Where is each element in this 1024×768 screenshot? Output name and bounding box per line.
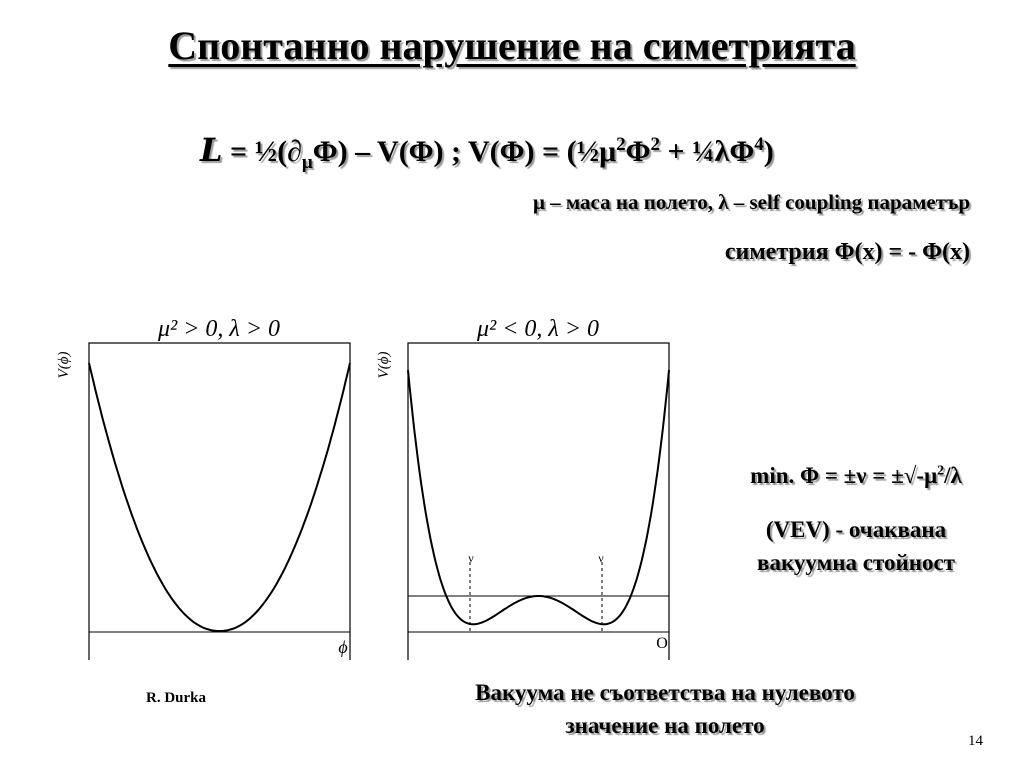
plot-double-well bbox=[370, 300, 700, 660]
eq-sub-mu: μ bbox=[301, 152, 313, 173]
symmetry-line: симетрия Φ(x) = - Φ(x) bbox=[724, 239, 970, 265]
vacuum-minimum-formula bbox=[700, 463, 1012, 489]
plot-frame bbox=[408, 343, 669, 660]
y-axis-label: V(ϕ) bbox=[376, 351, 392, 379]
min-phi-tail: /λ bbox=[944, 463, 962, 488]
lagrangian-symbol: L bbox=[200, 131, 223, 169]
vev-line-2: вакуумна стойност bbox=[757, 550, 955, 575]
vev-label-right: ν bbox=[598, 551, 604, 565]
conclusion-line-2: значение на полето bbox=[565, 713, 765, 738]
eq-sup-4: 4 bbox=[754, 134, 764, 155]
y-axis-label: V(ϕ) bbox=[56, 351, 72, 379]
min-phi-sup: 2 bbox=[937, 463, 945, 479]
eq-part-1: = ½(∂ bbox=[222, 135, 302, 168]
eq-sup-2a: 2 bbox=[616, 134, 626, 155]
eq-part-5: ) bbox=[763, 135, 774, 168]
conclusion-line-1: Вакуума не съответства на нулевото bbox=[475, 680, 855, 705]
min-phi-text: min. Φ = ±ν = ±√-μ bbox=[750, 463, 938, 488]
parameters-description: μ – маса на полето, λ – self coupling параметър bbox=[532, 190, 970, 214]
eq-part-3: Φ bbox=[625, 135, 651, 168]
page-number: 14 bbox=[968, 733, 983, 749]
potential-curve bbox=[408, 370, 669, 624]
lagrangian-equation bbox=[200, 131, 774, 174]
plot-title: μ² < 0, λ > 0 bbox=[476, 316, 600, 342]
x-axis-label: O bbox=[656, 635, 668, 652]
vev-description bbox=[700, 513, 1012, 579]
potential-curve bbox=[89, 363, 350, 631]
eq-part-4: + ¼λΦ bbox=[659, 135, 755, 168]
conclusion-text bbox=[380, 676, 950, 742]
plot-single-well bbox=[50, 300, 370, 660]
vev-line-1: (VEV) - очаквана bbox=[765, 517, 947, 542]
eq-sup-2b: 2 bbox=[650, 134, 660, 155]
slide-title bbox=[0, 22, 1024, 69]
slide-title-text: Спонтанно нарушение на симетрията bbox=[168, 23, 856, 68]
plot-title: μ² > 0, λ > 0 bbox=[157, 316, 281, 342]
vev-label-left: ν bbox=[468, 551, 474, 565]
x-axis-label: ϕ bbox=[338, 637, 348, 657]
eq-part-2: Φ) – V(Φ) ; V(Φ) = (½μ bbox=[312, 135, 617, 168]
author-credit: R. Durka bbox=[146, 690, 207, 706]
